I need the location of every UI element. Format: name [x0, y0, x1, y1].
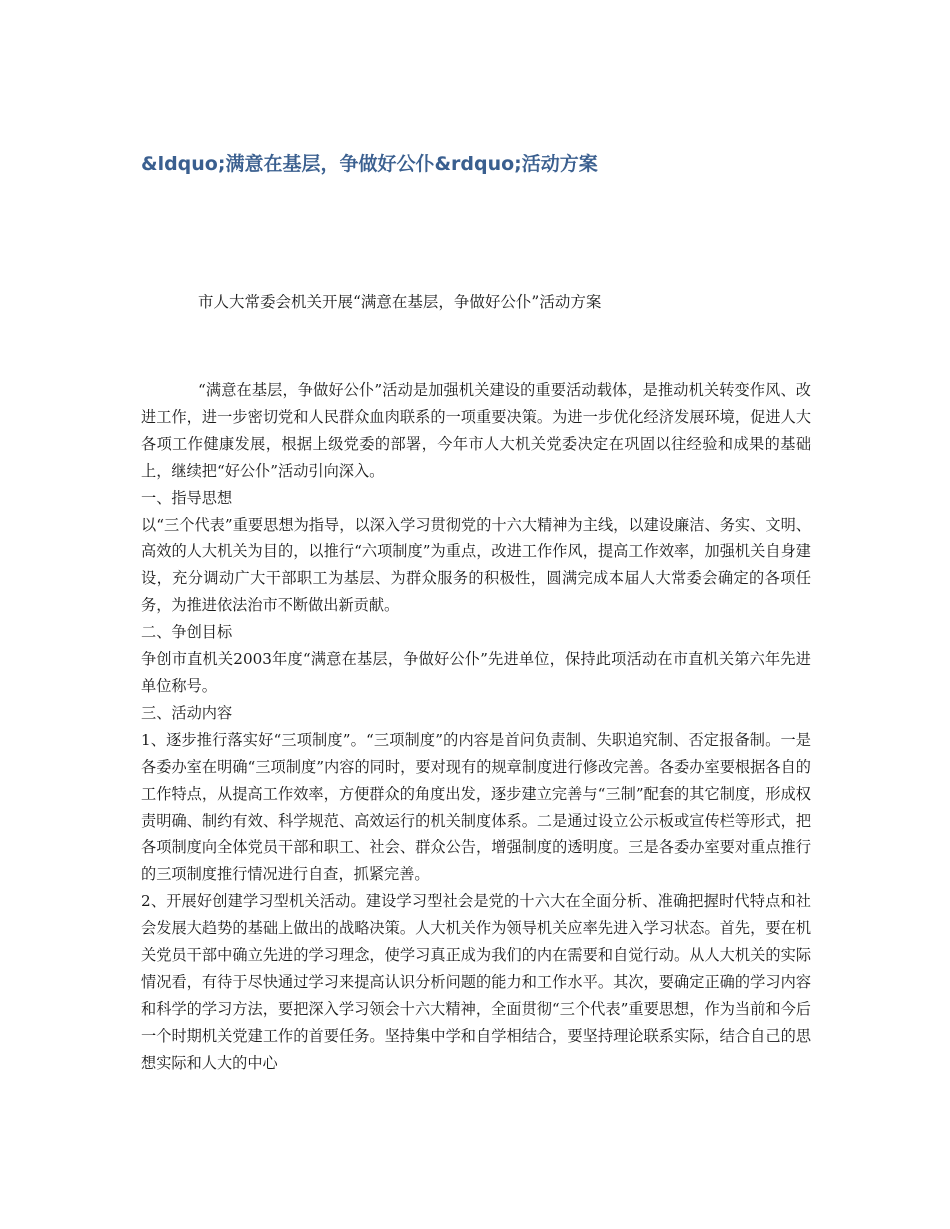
intro-paragraph: “满意在基层，争做好公仆”活动是加强机关建设的重要活动载体，是推动机关转变作风、改进工作，进一步密切党和人民群众血肉联系的一项重要决策。为进一步优化经济发展环境，促进人大各项工作健康发展，根据上级党委的部署，今年市人大机关党委决定在巩固以往经验和成果的基础上，继续把“好公仆”活动引向深入。	[141, 381, 811, 480]
section-heading-guiding-ideology: 一、指导思想	[141, 488, 233, 507]
activity-item-2: 2、开展好创建学习型机关活动。建设学习型社会是党的十六大在全面分析、准确把握时代特点和社会发展大趋势的基础上做出的战略决策。人大机关作为领导机关应率先进入学习状态。首先，要在机关党员干部中确立先进的学习理念，使学习真正成为我们的内在需要和自觉行动。从人大机关的实际情况看，有待于尽快通过学习来提高认识分析问题的能力和工作水平。其次，要确定正确的学习内容和科学的学习方法，要把深入学习领会十六大精神，全面贯彻“三个代表”重要思想，作为当前和今后一个时期机关党建工作的首要任务。坚持集中学和自学相结合，要坚持理论联系实际，结合自己的思想实际和人大的中心	[141, 892, 811, 1072]
activity-item-1: 1、逐步推行落实好“三项制度”。“三项制度”的内容是首问负责制、失职追究制、否定报备制。一是各委办室在明确“三项制度”内容的同时，要对现有的规章制度进行修改完善。各委办室要根据各自的工作特点，从提高工作效率，方便群众的角度出发，逐步建立完善与“三制”配套的其它制度，形成权责明确、制约有效、科学规范、高效运行的机关制度体系。二是通过设立公示板或宣传栏等形式，把各项制度向全体党员干部和职工、社会、群众公告，增强制度的透明度。三是各委办室要对重点推行的三项制度推行情况进行自查，抓紧完善。	[141, 730, 811, 884]
section-body-goals: 争创市直机关2003年度“满意在基层，争做好公仆”先进单位，保持此项活动在市直机关第六年先进单位称号。	[141, 650, 811, 695]
document-body	[141, 377, 811, 1077]
section-heading-activities: 三、活动内容	[141, 703, 233, 722]
document-subtitle: 市人大常委会机关开展“满意在基层，争做好公仆”活动方案	[198, 293, 602, 311]
document-title: &ldquo;满意在基层，争做好公仆&rdquo;活动方案	[141, 153, 598, 175]
section-body-guiding-ideology: 以“三个代表”重要思想为指导，以深入学习贯彻党的十六大精神为主线，以建设廉洁、务实、文明、高效的人大机关为目的，以推行“六项制度”为重点，改进工作作风，提高工作效率，加强机关自身建设，充分调动广大干部职工为基层、为群众服务的积极性，圆满完成本届人大常委会确定的各项任务，为推进依法治市不断做出新贡献。	[141, 515, 811, 615]
section-heading-goals: 二、争创目标	[141, 623, 233, 642]
